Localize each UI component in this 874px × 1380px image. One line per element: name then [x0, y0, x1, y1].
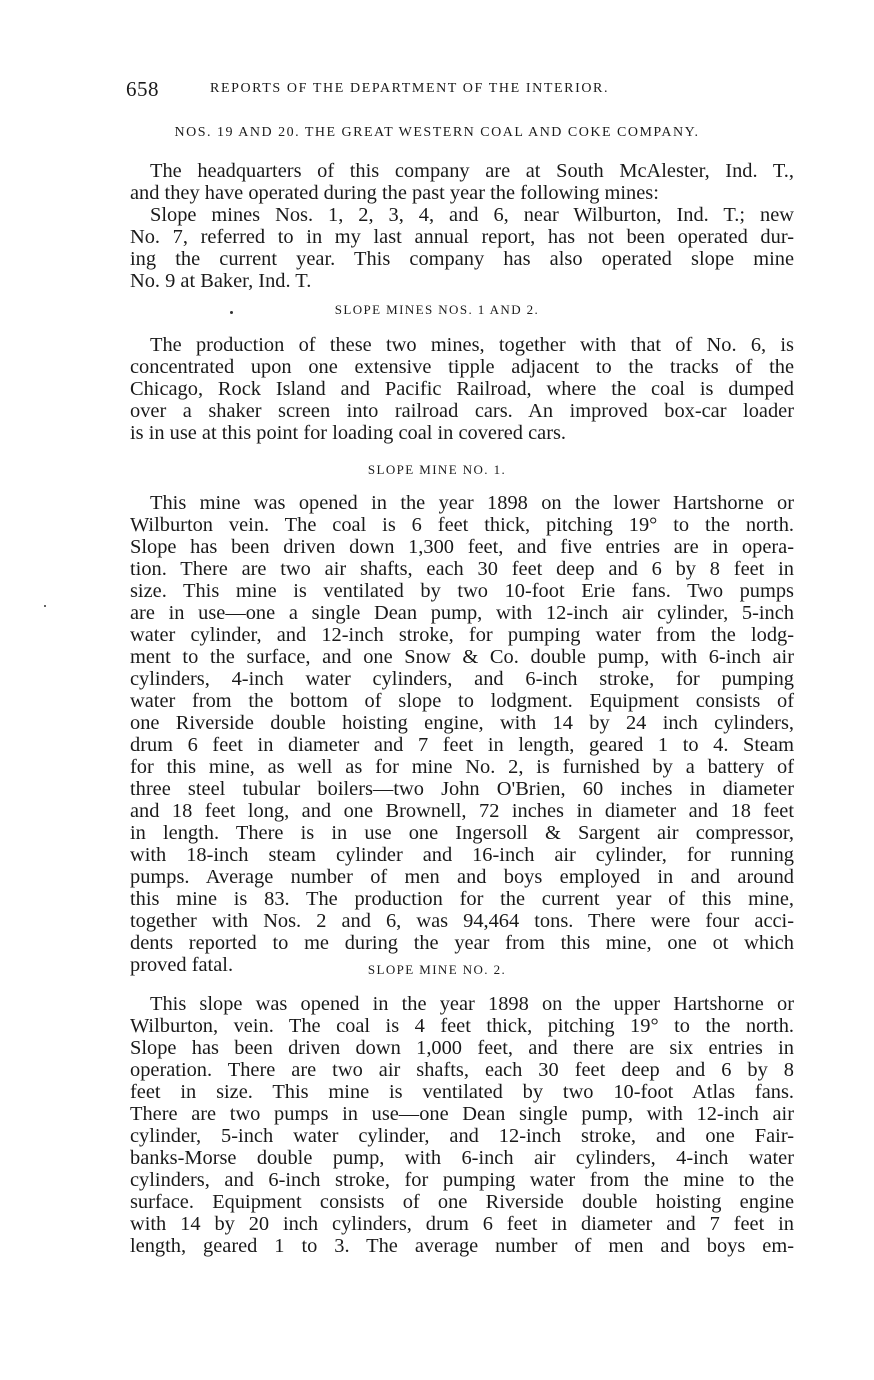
- paragraph-slope-mines-1-2: [130, 334, 794, 444]
- text-line: operation. There are two air shafts, each 30 feet deep and 6 by 8: [130, 1059, 794, 1081]
- text-line: Wilburton vein. The coal is 6 feet thick, pitching 19° to the north.: [130, 514, 794, 536]
- text-line: together with Nos. 2 and 6, was 94,464 tons. There were four acci-: [130, 910, 794, 932]
- text-line: three steel tubular boilers—two John O'Brien, 60 inches in diameter: [130, 778, 794, 800]
- company-heading: NOS. 19 AND 20. THE GREAT WESTERN COAL AND COKE COMPANY.: [174, 125, 700, 140]
- text-line: for this mine, as well as for mine No. 2, is furnished by a battery of: [130, 756, 794, 778]
- text-line: concentrated upon one extensive tipple adjacent to the tracks of the: [130, 356, 794, 378]
- text-line: water from the bottom of slope to lodgment. Equipment consists of: [130, 690, 794, 712]
- section-heading-slope-mine-2: SLOPE MINE NO. 2.: [367, 962, 507, 977]
- text-line: This slope was opened in the year 1898 on the upper Hartshorne or: [150, 993, 794, 1015]
- text-line: pumps. Average number of men and boys employed in and around: [130, 866, 794, 888]
- text-line: one Riverside double hoisting engine, with 14 by 24 inch cylinders,: [130, 712, 794, 734]
- text-line: this mine is 83. The production for the current year of this mine,: [130, 888, 794, 910]
- text-line: The headquarters of this company are at South McAlester, Ind. T.,: [150, 160, 794, 182]
- paragraph-slope-mine-1: [130, 492, 794, 976]
- text-line: feet in size. This mine is ventilated by two 10-foot Atlas fans.: [130, 1081, 794, 1103]
- running-header: [126, 77, 816, 101]
- text-line: This mine was opened in the year 1898 on the lower Hartshorne or: [150, 492, 794, 514]
- running-title: REPORTS OF THE DEPARTMENT OF THE INTERIOR.: [210, 81, 610, 96]
- text-line: tion. There are two air shafts, each 30 feet deep and 6 by 8 feet in: [130, 558, 794, 580]
- text-line: ing the current year. This company has also operated slope mine: [130, 248, 794, 270]
- text-line: is in use at this point for loading coal in covered cars.: [130, 422, 567, 444]
- text-line: are in use—one a single Dean pump, with 12-inch air cylinder, 5-inch: [130, 602, 794, 624]
- text-line: Slope has been driven down 1,000 feet, and there are six entries in: [130, 1037, 794, 1059]
- text-line: size. This mine is ventilated by two 10-foot Erie fans. Two pumps: [130, 580, 794, 602]
- text-line: dents reported to me during the year from this mine, one ot which: [130, 932, 794, 954]
- text-line: No. 7, referred to in my last annual report, has not been operated dur-: [130, 226, 794, 248]
- section-heading-slope-mine-1: SLOPE MINE NO. 1.: [367, 462, 507, 477]
- page-number: 658: [126, 77, 159, 101]
- text-line: length, geared 1 to 3. The average number of men and boys em-: [130, 1235, 794, 1257]
- paragraph-slope-mine-2: [130, 993, 794, 1257]
- text-line: over a shaker screen into railroad cars. An improved box-car loader: [130, 400, 794, 422]
- text-line: ment to the surface, and one Snow & Co. double pump, with 6-inch air: [130, 646, 794, 668]
- text-line: drum 6 feet in diameter and 7 feet in length, geared 1 to 4. Steam: [130, 734, 794, 756]
- text-line: water cylinder, and 12-inch stroke, for pumping water from the lodg-: [130, 624, 794, 646]
- text-line: Slope has been driven down 1,300 feet, and five entries are in opera-: [130, 536, 794, 558]
- text-line: Chicago, Rock Island and Pacific Railroad, where the coal is dumped: [130, 378, 794, 400]
- print-speck: [44, 605, 46, 607]
- section-heading-slope-mines-1-2: SLOPE MINES NOS. 1 AND 2.: [334, 302, 540, 317]
- text-line: and they have operated during the past year the following mines:: [130, 182, 659, 204]
- text-line: cylinders, and 6-inch stroke, for pumping water from the mine to the: [130, 1169, 794, 1191]
- text-line: cylinder, 5-inch water cylinder, and 12-inch stroke, and one Fair-: [130, 1125, 794, 1147]
- text-line: cylinders, 4-inch water cylinders, and 6-inch stroke, for pumping: [130, 668, 794, 690]
- text-line: surface. Equipment consists of one Riverside double hoisting engine: [130, 1191, 794, 1213]
- text-line: proved fatal.: [130, 954, 234, 976]
- text-line: No. 9 at Baker, Ind. T.: [130, 270, 312, 292]
- text-line: Slope mines Nos. 1, 2, 3, 4, and 6, near Wilburton, Ind. T.; new: [150, 204, 794, 226]
- text-line: The production of these two mines, together with that of No. 6, is: [150, 334, 794, 356]
- text-line: with 14 by 20 inch cylinders, drum 6 feet in diameter and 7 feet in: [130, 1213, 794, 1235]
- text-line: There are two pumps in use—one Dean single pump, with 12-inch air: [130, 1103, 794, 1125]
- intro-paragraphs: [130, 160, 794, 292]
- text-line: and 18 feet long, and one Brownell, 72 inches in diameter and 18 feet: [130, 800, 794, 822]
- text-line: in length. There is in use one Ingersoll & Sargent air compressor,: [130, 822, 794, 844]
- text-line: banks-Morse double pump, with 6-inch air cylinders, 4-inch water: [130, 1147, 794, 1169]
- text-line: Wilburton, vein. The coal is 4 feet thick, pitching 19° to the north.: [130, 1015, 794, 1037]
- text-line: with 18-inch steam cylinder and 16-inch air cylinder, for running: [130, 844, 794, 866]
